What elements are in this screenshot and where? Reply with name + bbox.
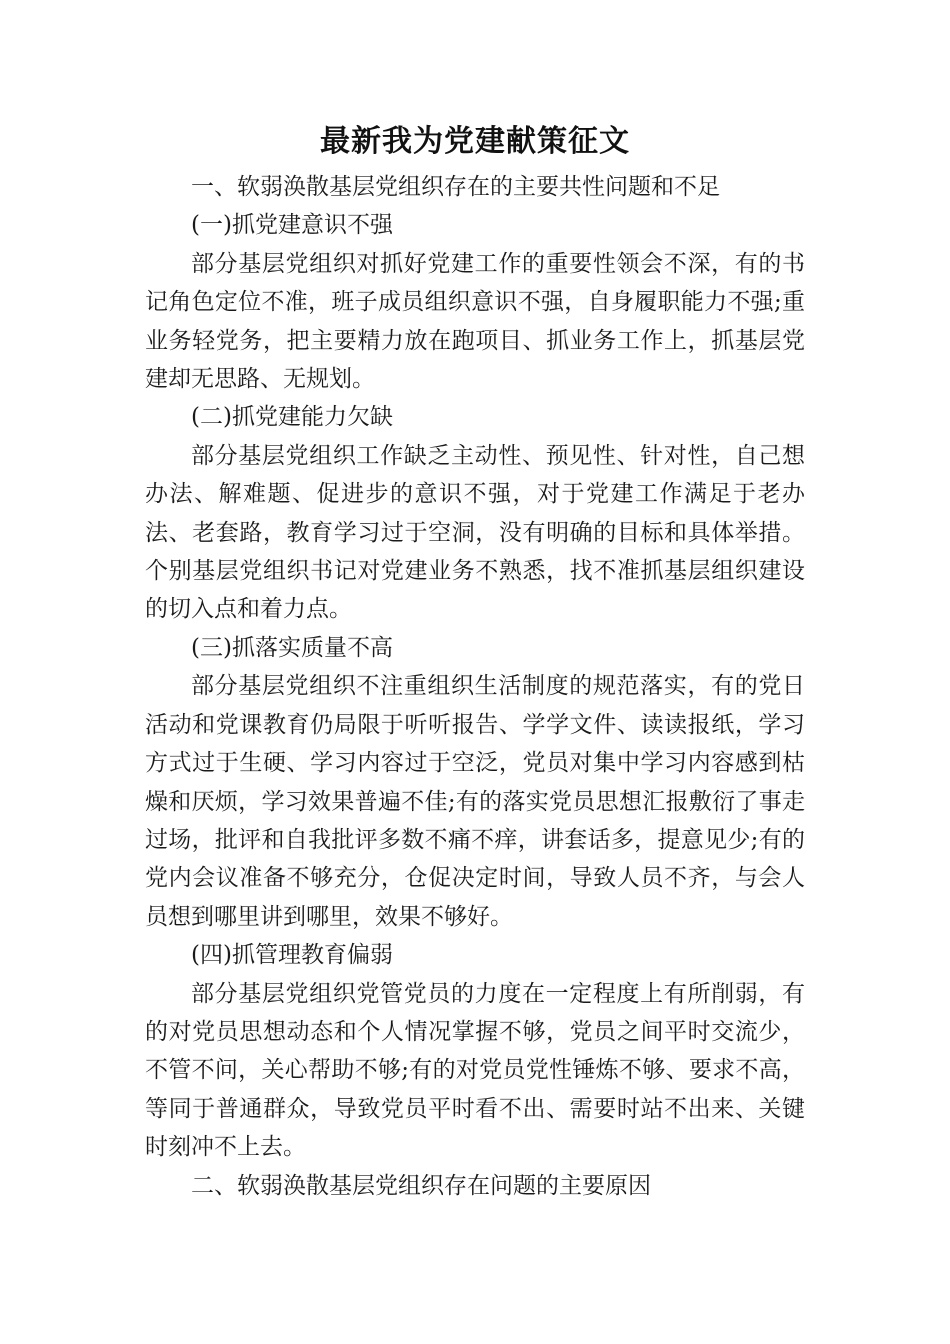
section-heading-1: 一、软弱涣散基层党组织存在的主要共性问题和不足 bbox=[191, 174, 720, 200]
section-heading-2: 二、软弱涣散基层党组织存在问题的主要原因 bbox=[191, 1172, 651, 1199]
body-paragraph-2: 部分基层党组织工作缺乏主动性、预见性、针对性，自己想办法、解难题、促进步的意识不强，对于党建工作满足于老办法、老套路，教育学习过于空洞，没有明确的目标和具体举措。个别基层党组织书记对党建业务不熟悉，找不准抓基层组织建设的切入点和着力点。 bbox=[145, 442, 805, 623]
body-paragraph-1: 部分基层党组织对抓好党建工作的重要性领会不深，有的书记角色定位不准，班子成员组织意识不强，自身履职能力不强;重业务轻党务，把主要精力放在跑项目、抓业务工作上，抓基层党建却无思路、无规划。 bbox=[145, 250, 805, 393]
subsection-heading-2: (二)抓党建能力欠缺 bbox=[191, 404, 393, 431]
body-paragraph-4: 部分基层党组织党管党员的力度在一定程度上有所削弱，有的对党员思想动态和个人情况掌握不够，党员之间平时交流少，不管不问，关心帮助不够;有的对党员党性锤炼不够、要求不高，等同于普通群众，导致党员平时看不出、需要时站不出来、关键时刻冲不上去。 bbox=[145, 980, 805, 1161]
document-body bbox=[145, 168, 805, 1205]
subsection-heading-3: (三)抓落实质量不高 bbox=[191, 634, 393, 661]
subsection-heading-4: (四)抓管理教育偏弱 bbox=[191, 942, 393, 969]
subsection-heading-1: (一)抓党建意识不强 bbox=[191, 212, 393, 239]
document-title: 最新我为党建献策征文 bbox=[320, 124, 630, 159]
body-paragraph-3: 部分基层党组织不注重组织生活制度的规范落实，有的党日活动和党课教育仍局限于听听报告、学学文件、读读报纸，学习方式过于生硬、学习内容过于空泛，党员对集中学习内容感到枯燥和厌烦，学习效果普遍不佳;有的落实党员思想汇报敷衍了事走过场，批评和自我批评多数不痛不痒，讲套话多，提意见少;有的党内会议准备不够充分，仓促决定时间，导致人员不齐，与会人员想到哪里讲到哪里，效果不够好。 bbox=[145, 673, 805, 930]
